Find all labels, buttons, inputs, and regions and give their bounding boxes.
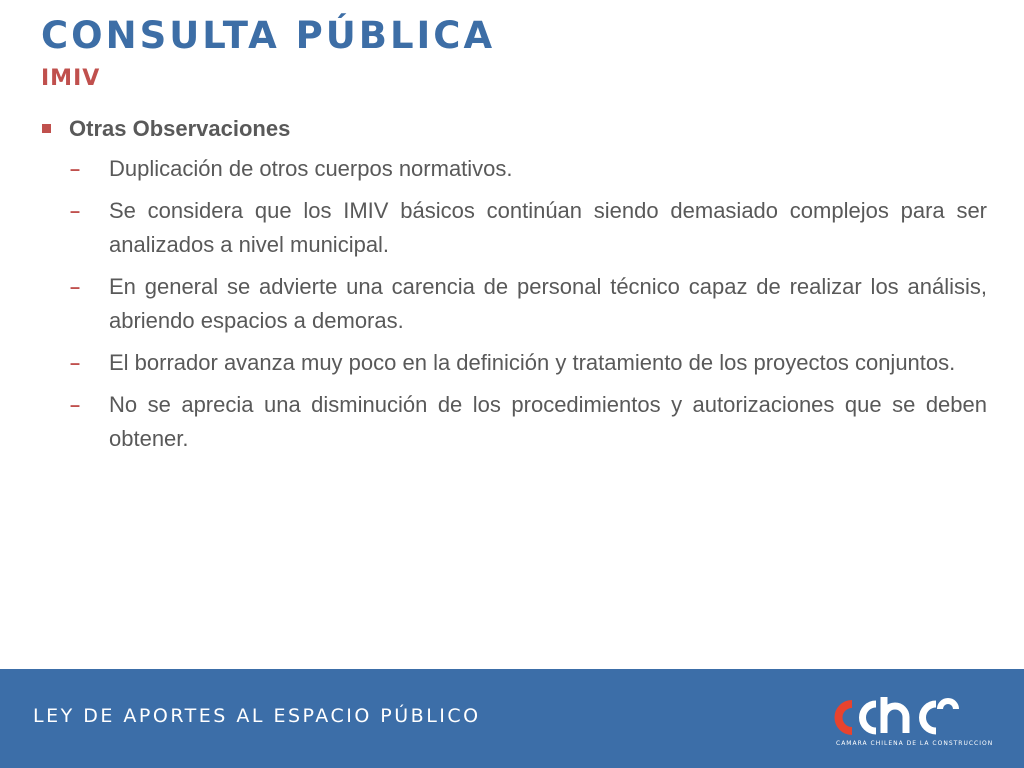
list-item (41, 194, 987, 262)
dash-bullet-icon: – (70, 159, 81, 179)
slide-subtitle: IMIV (41, 66, 101, 91)
list-item (41, 270, 987, 338)
observations-list (41, 152, 987, 456)
logo-caption: CAMARA CHILENA DE LA CONSTRUCCION (836, 740, 994, 747)
dash-bullet-icon: – (70, 277, 81, 297)
footer-bar (0, 669, 1024, 768)
list-item (41, 388, 987, 456)
list-item-text: El borrador avanza muy poco en la definición y tratamiento de los proyectos conjuntos. (109, 350, 956, 375)
section-heading-label: Otras Observaciones (69, 116, 291, 141)
section-heading (41, 112, 987, 146)
list-item-text: No se aprecia una disminución de los procedimientos y autorizaciones que se deben obtener. (109, 392, 987, 451)
slide-content (41, 112, 987, 464)
cchc-logo (832, 695, 992, 755)
list-item-text: En general se advierte una carencia de personal técnico capaz de realizar los análisis, abriendo espacios a demoras. (109, 274, 987, 333)
list-item (41, 346, 987, 380)
list-item (41, 152, 987, 186)
dash-bullet-icon: – (70, 353, 81, 373)
footer-title: LEY DE APORTES AL ESPACIO PÚBLICO (33, 705, 481, 727)
cchc-logo-icon (832, 695, 982, 737)
list-item-text: Duplicación de otros cuerpos normativos. (109, 156, 513, 181)
square-bullet-icon (42, 124, 51, 133)
dash-bullet-icon: – (70, 395, 81, 415)
dash-bullet-icon: – (70, 201, 81, 221)
slide-title: CONSULTA PÚBLICA (41, 14, 496, 57)
list-item-text: Se considera que los IMIV básicos continúan siendo demasiado complejos para ser analizados a nivel municipal. (109, 198, 987, 257)
